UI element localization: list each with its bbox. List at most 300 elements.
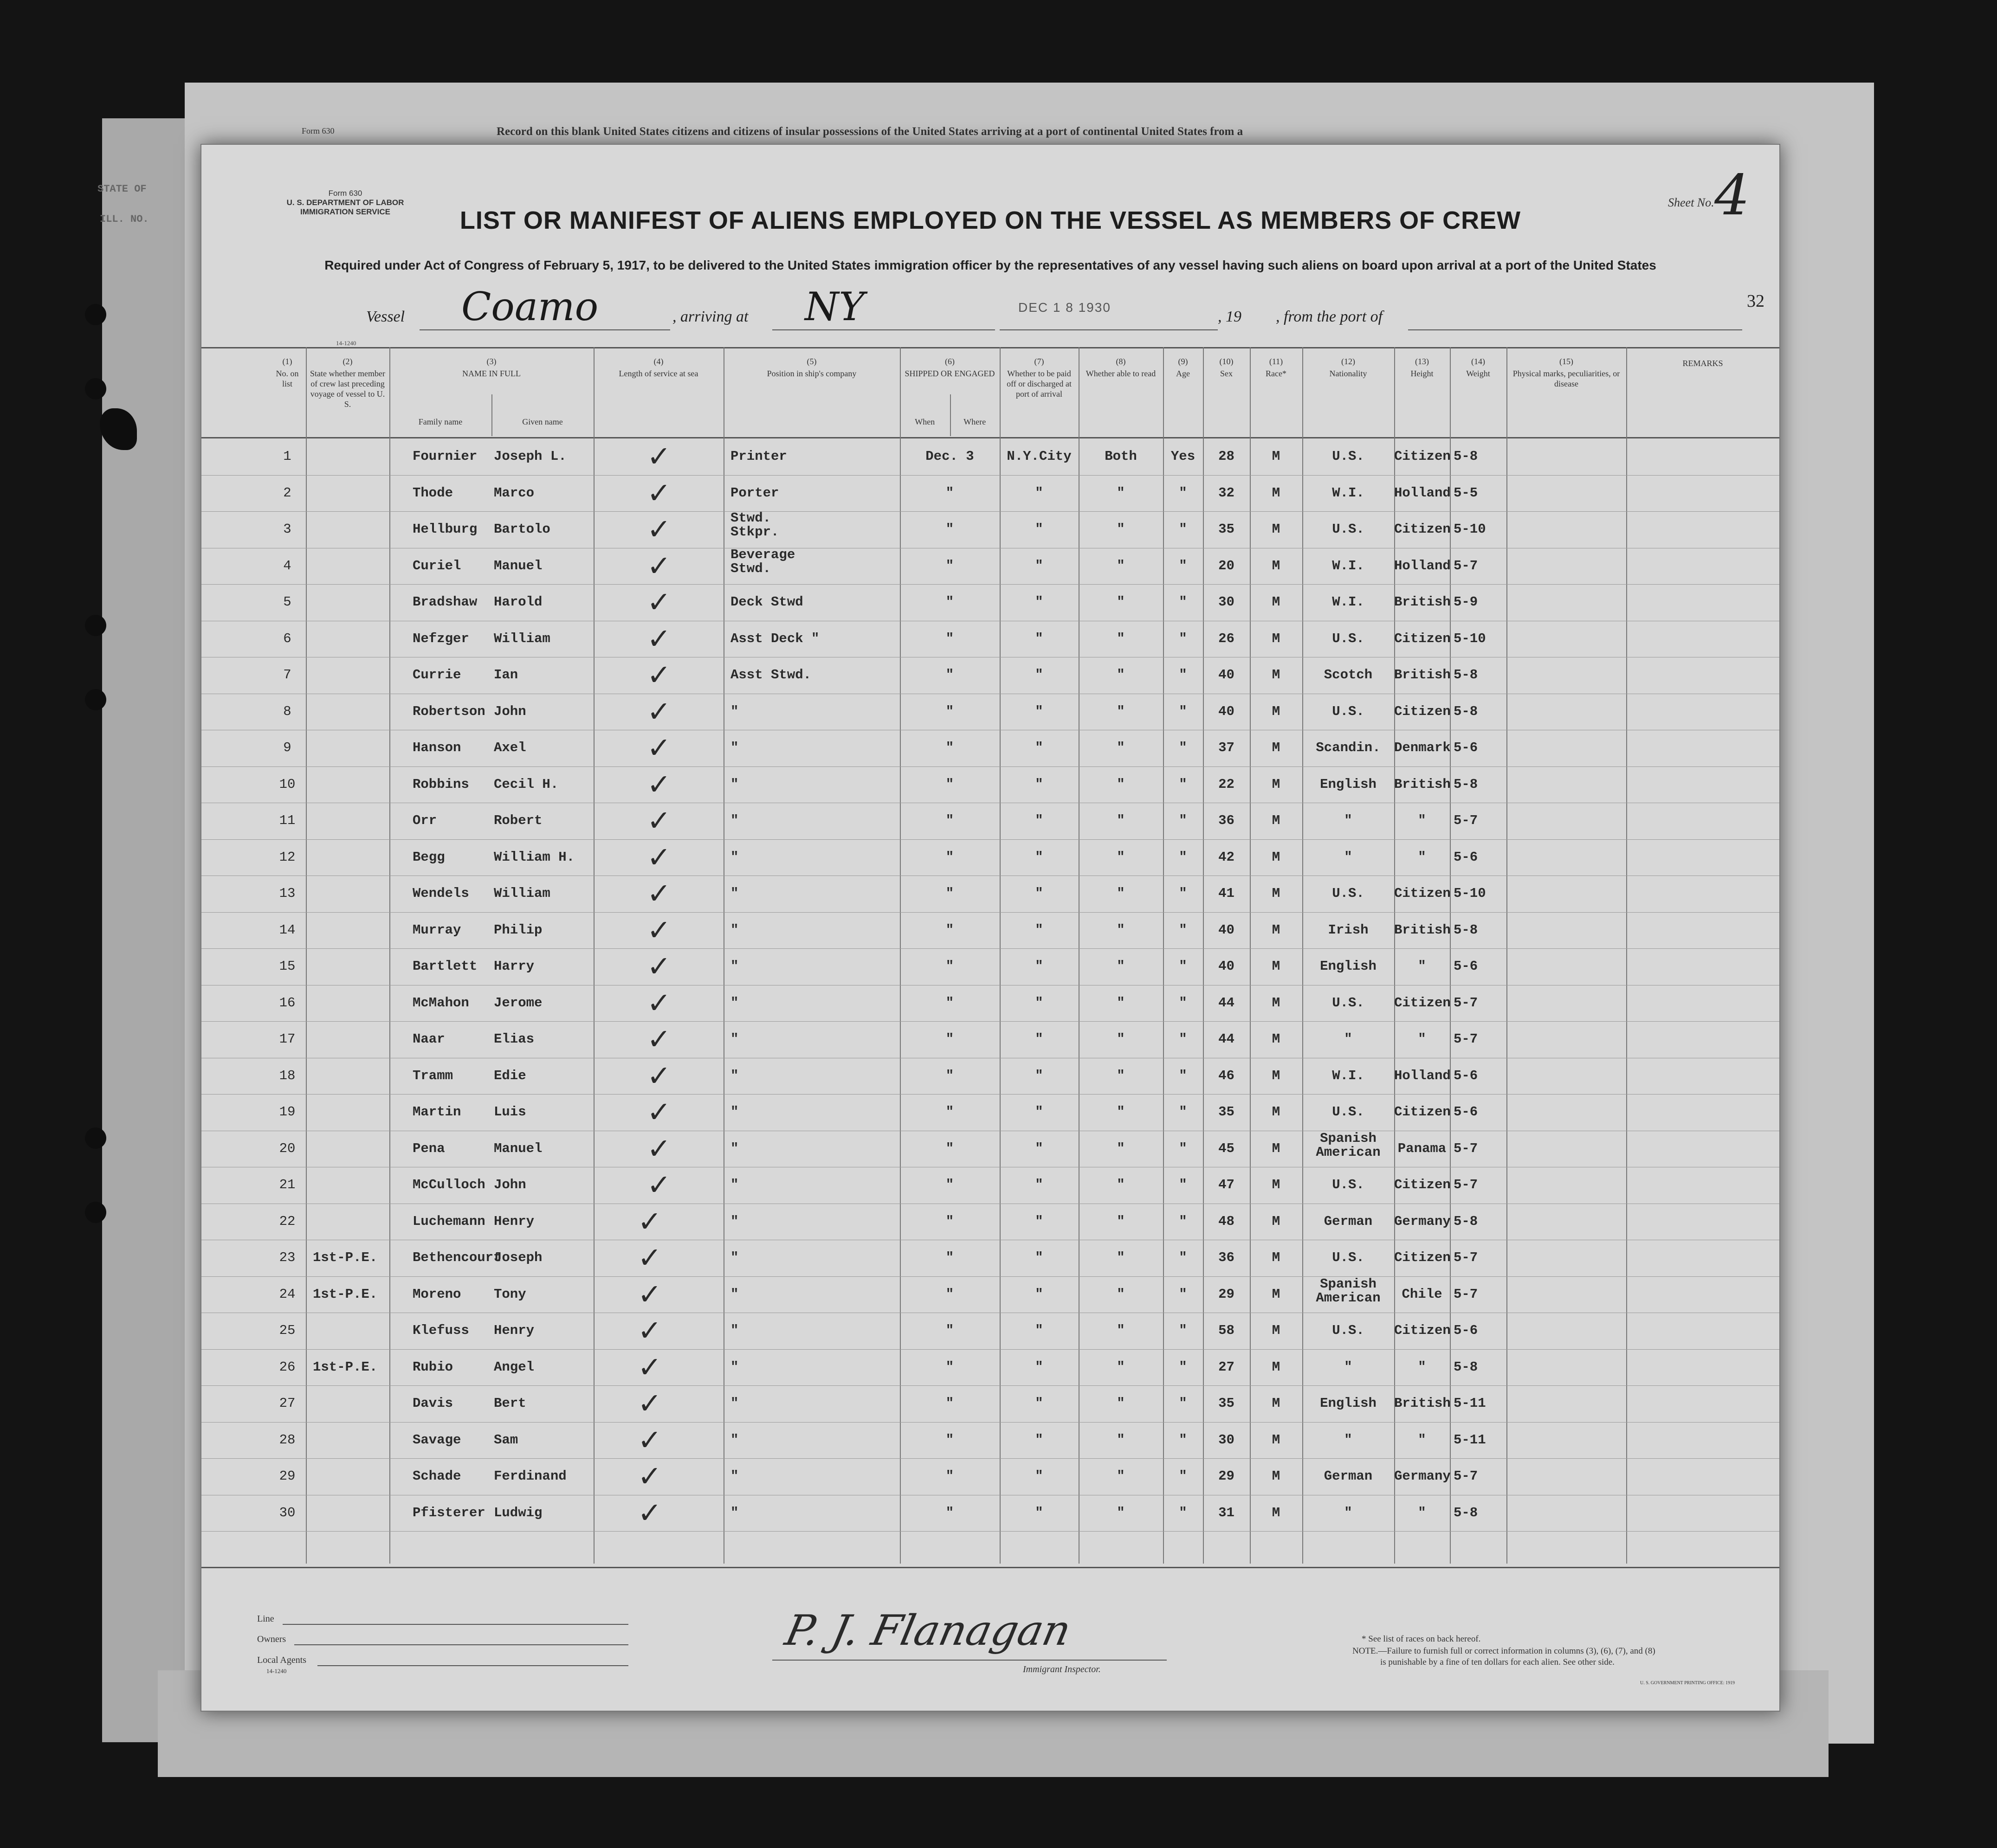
column-header <box>1079 343 1163 436</box>
column-number: (7) <box>1034 357 1044 366</box>
cell-sex: M <box>1272 631 1280 646</box>
cell-paid: " <box>1117 922 1125 938</box>
cell-race: " <box>1344 1031 1352 1047</box>
column-header <box>594 343 724 436</box>
cell-family: Martin <box>413 1104 461 1120</box>
cell-family: Hellburg <box>413 522 478 537</box>
cell-family: Robertson <box>413 703 485 719</box>
cell-race: U.S. <box>1332 1177 1364 1192</box>
cell-where: " <box>1035 1432 1043 1448</box>
column-label: Nationality <box>1329 369 1367 378</box>
cell-where: " <box>1035 1250 1043 1265</box>
cell-given: Henry <box>494 1323 535 1338</box>
cell-height: 5-7 <box>1454 1140 1478 1156</box>
cell-given: Joseph L. <box>494 449 567 464</box>
cell-position: " <box>730 1323 739 1338</box>
check-mark-icon: ✓ <box>647 694 671 728</box>
cell-no: 26 <box>279 1359 296 1375</box>
cell-when: " <box>945 1031 954 1047</box>
manifest-sheet <box>200 144 1780 1712</box>
cell-paid: " <box>1117 995 1125 1011</box>
column-number: (1) <box>282 357 292 366</box>
cell-age: 20 <box>1218 558 1234 573</box>
cell-race: U.S. <box>1332 995 1364 1011</box>
cell-when: " <box>945 959 954 974</box>
cell-nationality: British <box>1394 594 1451 610</box>
cell-nationality: Citizen <box>1394 886 1451 901</box>
cell-family: Fournier <box>413 449 478 464</box>
cell-age: 44 <box>1218 1031 1234 1047</box>
column-header <box>1302 343 1394 436</box>
cell-race: U.S. <box>1332 522 1364 537</box>
column-header <box>269 343 306 436</box>
cell-no: 9 <box>283 740 291 755</box>
cell-where: " <box>1035 1468 1043 1484</box>
owners-field <box>294 1644 628 1645</box>
cell-height: 5-8 <box>1454 667 1478 683</box>
table-row <box>201 1422 1779 1457</box>
column-header <box>1250 343 1302 436</box>
cell-when: " <box>945 1396 954 1411</box>
cell-family: Wendels <box>413 886 469 901</box>
cell-paid: " <box>1117 1140 1125 1156</box>
cell-when: " <box>945 1104 954 1120</box>
cell-given: Manuel <box>494 558 543 573</box>
column-number: (3) <box>486 357 497 366</box>
cell-age: 28 <box>1218 449 1234 464</box>
cell-when: " <box>945 995 954 1011</box>
cell-height: 5-8 <box>1454 449 1478 464</box>
cell-read: " <box>1179 1432 1187 1448</box>
check-mark-icon: ✓ <box>638 1423 662 1457</box>
cell-position: " <box>730 1505 739 1520</box>
cell-nationality: Holland <box>1394 558 1451 573</box>
cell-read: " <box>1179 886 1187 901</box>
cell-nationality: Holland <box>1394 1068 1451 1083</box>
column-number: (8) <box>1116 357 1126 366</box>
column-label: State whether member of crew last preceding voyage of vessel to U. S. <box>310 369 385 409</box>
cell-no: 27 <box>279 1396 296 1411</box>
column-sublabel: Where <box>963 417 986 426</box>
binder-hole <box>85 1127 106 1149</box>
cell-sex: M <box>1272 813 1280 828</box>
races-note: * See list of races on back hereof. <box>1362 1634 1481 1644</box>
cell-where: N.Y.City <box>1007 449 1072 464</box>
cell-height: 5-11 <box>1454 1396 1486 1411</box>
cell-where: " <box>1035 995 1043 1011</box>
cell-given: Marco <box>494 485 535 501</box>
cell-position: " <box>730 995 739 1011</box>
cell-race: W.I. <box>1332 485 1364 501</box>
cell-height: 5-8 <box>1454 1359 1478 1375</box>
cell-where: " <box>1035 1177 1043 1192</box>
cell-no: 2 <box>283 485 291 501</box>
check-mark-icon: ✓ <box>638 1314 662 1347</box>
cell-height: 5-7 <box>1454 1250 1478 1265</box>
cell-position: " <box>730 1250 739 1265</box>
cell-sex: M <box>1272 1396 1280 1411</box>
cell-race: English <box>1320 1396 1377 1411</box>
cell-nationality: Citizen <box>1394 522 1451 537</box>
column-header <box>1394 343 1450 436</box>
cell-position: " <box>730 703 739 719</box>
cell-position: " <box>730 959 739 974</box>
cell-age: 40 <box>1218 959 1234 974</box>
cell-height: 5-7 <box>1454 995 1478 1011</box>
cell-family: Currie <box>413 667 461 683</box>
form-number: Form 630 <box>328 189 362 198</box>
cell-read: " <box>1179 1213 1187 1229</box>
cell-when: Dec. 3 <box>925 449 974 464</box>
arriving-value: NY <box>805 284 865 329</box>
cell-race: " <box>1344 1432 1352 1448</box>
cell-sex: M <box>1272 667 1280 683</box>
cell-paid: " <box>1117 1396 1125 1411</box>
cell-read: " <box>1179 922 1187 938</box>
cell-paid: " <box>1117 1432 1125 1448</box>
check-mark-icon: ✓ <box>647 913 671 947</box>
column-header <box>1450 343 1506 436</box>
cell-paid: " <box>1117 1068 1125 1083</box>
cell-when: " <box>945 886 954 901</box>
cell-nationality: Holland <box>1394 485 1451 501</box>
cell-prev: 1st-P.E. <box>313 1359 378 1375</box>
cell-given: Ian <box>494 667 518 683</box>
cell-family: Naar <box>413 1031 445 1047</box>
cell-family: Pena <box>413 1140 445 1156</box>
cell-family: Orr <box>413 813 437 828</box>
cell-height: 5-6 <box>1454 959 1478 974</box>
cell-height: 5-8 <box>1454 1505 1478 1520</box>
cell-race: " <box>1344 813 1352 828</box>
cell-nationality: " <box>1418 959 1426 974</box>
cell-paid: " <box>1117 1031 1125 1047</box>
cell-when: " <box>945 631 954 646</box>
cell-paid: " <box>1117 1505 1125 1520</box>
form-code-small: 14-1240 <box>336 340 356 347</box>
cell-age: 40 <box>1218 667 1234 683</box>
cell-age: 44 <box>1218 995 1234 1011</box>
cell-nationality: Citizen <box>1394 1250 1451 1265</box>
cell-given: Ludwig <box>494 1505 543 1520</box>
cell-no: 11 <box>279 813 296 828</box>
line-label: Line <box>257 1614 274 1624</box>
cell-height: 5-10 <box>1454 886 1486 901</box>
cell-position: " <box>730 922 739 938</box>
cell-age: 48 <box>1218 1213 1234 1229</box>
cell-race: Spanish American <box>1316 1276 1381 1306</box>
footer-top-border <box>201 1567 1779 1568</box>
check-mark-icon: ✓ <box>638 1350 662 1384</box>
cell-when: " <box>945 703 954 719</box>
cell-given: Axel <box>494 740 526 755</box>
cell-family: Curiel <box>413 558 461 573</box>
cell-position: Printer <box>730 449 787 464</box>
cell-given: William <box>494 631 550 646</box>
cell-when: " <box>945 922 954 938</box>
column-number: (5) <box>807 357 817 366</box>
cell-family: Nefzger <box>413 631 469 646</box>
cell-sex: M <box>1272 1359 1280 1375</box>
cell-race: U.S. <box>1332 631 1364 646</box>
table-row <box>201 730 1779 765</box>
cell-where: " <box>1035 631 1043 646</box>
cell-family: Thode <box>413 485 453 501</box>
column-label: No. on list <box>276 369 299 388</box>
cell-position: Stwd. Stkpr. <box>730 510 779 540</box>
cell-where: " <box>1035 703 1043 719</box>
row-divider <box>201 1531 1779 1532</box>
cell-when: " <box>945 485 954 501</box>
cell-paid: " <box>1117 1359 1125 1375</box>
page-number: 32 <box>1747 291 1764 311</box>
cell-no: 25 <box>279 1323 296 1338</box>
cell-read: " <box>1179 703 1187 719</box>
cell-paid: " <box>1117 849 1125 865</box>
column-label: Weight <box>1466 369 1490 378</box>
cell-sex: M <box>1272 1177 1280 1192</box>
signature-line <box>772 1660 1167 1661</box>
cell-no: 23 <box>279 1250 296 1265</box>
table-row <box>201 766 1779 802</box>
cell-given: William <box>494 886 550 901</box>
column-label: Race* <box>1266 369 1286 378</box>
check-mark-icon: ✓ <box>647 731 671 765</box>
cell-nationality: British <box>1394 667 1451 683</box>
cell-read: " <box>1179 959 1187 974</box>
table-row <box>201 584 1779 619</box>
column-sublabel: Given name <box>522 417 563 426</box>
table-row <box>201 694 1779 729</box>
column-number: (10) <box>1219 357 1234 366</box>
cell-no: 10 <box>279 776 296 792</box>
underlying-record-text: Record on this blank United States citizens and citizens of insular possessions of the United States arriving at a port of continental United States from a <box>497 125 1243 138</box>
cell-no: 29 <box>279 1468 296 1484</box>
column-number: (15) <box>1559 357 1573 366</box>
column-label: Whether to be paid off or discharged at port of arrival <box>1007 369 1072 399</box>
cell-race: W.I. <box>1332 594 1364 610</box>
check-mark-icon: ✓ <box>647 439 671 473</box>
cell-read: " <box>1179 1250 1187 1265</box>
cell-family: Robbins <box>413 776 469 792</box>
cell-position: Deck Stwd <box>730 594 803 610</box>
cell-race: U.S. <box>1332 1104 1364 1120</box>
cell-nationality: Citizen <box>1394 1104 1451 1120</box>
cell-family: Murray <box>413 922 461 938</box>
cell-age: 36 <box>1218 1250 1234 1265</box>
column-number: (12) <box>1341 357 1355 366</box>
subcolumn-divider <box>950 394 951 436</box>
cell-nationality: " <box>1418 1359 1426 1375</box>
cell-sex: M <box>1272 1250 1280 1265</box>
cell-age: 47 <box>1218 1177 1234 1192</box>
cell-given: Robert <box>494 813 543 828</box>
cell-no: 28 <box>279 1432 296 1448</box>
cell-given: John <box>494 1177 526 1192</box>
cell-where: " <box>1035 1359 1043 1375</box>
table-row <box>201 948 1779 984</box>
cell-nationality: Chile <box>1402 1286 1442 1302</box>
cell-paid: Both <box>1105 449 1137 464</box>
cell-race: Scotch <box>1324 667 1373 683</box>
owners-label: Owners <box>257 1634 286 1644</box>
cell-position: " <box>730 886 739 901</box>
cell-given: Cecil H. <box>494 776 559 792</box>
cell-family: Tramm <box>413 1068 453 1083</box>
cell-age: 26 <box>1218 631 1234 646</box>
cell-no: 17 <box>279 1031 296 1047</box>
check-mark-icon: ✓ <box>647 1168 671 1202</box>
table-row <box>201 438 1779 474</box>
date-underline <box>1000 329 1218 330</box>
check-mark-icon: ✓ <box>647 512 671 546</box>
cell-where: " <box>1035 1213 1043 1229</box>
table-row <box>201 475 1779 510</box>
sheet-number-value: 4 <box>1714 163 1750 228</box>
column-label: Height <box>1410 369 1434 378</box>
cell-sex: M <box>1272 849 1280 865</box>
cell-when: " <box>945 1359 954 1375</box>
check-mark-icon: ✓ <box>638 1386 662 1420</box>
cell-paid: " <box>1117 1286 1125 1302</box>
column-number: (4) <box>653 357 664 366</box>
page-title: LIST OR MANIFEST OF ALIENS EMPLOYED ON THE VESSEL AS MEMBERS OF CREW <box>459 206 1521 234</box>
column-label: SHIPPED OR ENGAGED <box>905 369 995 378</box>
vessel-value: Coamo <box>461 284 599 329</box>
table-row <box>201 1458 1779 1494</box>
check-mark-icon: ✓ <box>647 1022 671 1056</box>
cell-height: 5-8 <box>1454 703 1478 719</box>
cell-age: 45 <box>1218 1140 1234 1156</box>
cell-age: 46 <box>1218 1068 1234 1083</box>
check-mark-icon: ✓ <box>647 548 671 583</box>
table-row <box>201 839 1779 875</box>
cell-nationality: Panama <box>1397 1140 1447 1156</box>
cell-family: Hanson <box>413 740 461 755</box>
cell-position: " <box>730 1468 739 1484</box>
cell-where: " <box>1035 667 1043 683</box>
cell-when: " <box>945 1468 954 1484</box>
cell-position: " <box>730 1359 739 1375</box>
check-mark-icon: ✓ <box>647 949 671 983</box>
cell-race: English <box>1320 776 1377 792</box>
cell-age: 37 <box>1218 740 1234 755</box>
cell-no: 19 <box>279 1104 296 1120</box>
cell-nationality: " <box>1418 1432 1426 1448</box>
cell-where: " <box>1035 740 1043 755</box>
cell-sex: M <box>1272 558 1280 573</box>
cell-position: Asst Stwd. <box>730 667 812 683</box>
check-mark-icon: ✓ <box>638 1495 662 1530</box>
column-number: (9) <box>1178 357 1188 366</box>
table-row <box>201 1167 1779 1202</box>
cell-sex: M <box>1272 1323 1280 1338</box>
table-row <box>201 1058 1779 1093</box>
cell-race: German <box>1324 1213 1373 1229</box>
column-number: (2) <box>343 357 353 366</box>
cell-sex: M <box>1272 959 1280 974</box>
cell-height: 5-10 <box>1454 631 1486 646</box>
cell-no: 16 <box>279 995 296 1011</box>
cell-where: " <box>1035 922 1043 938</box>
cell-read: Yes <box>1170 449 1196 464</box>
cell-sex: M <box>1272 1468 1280 1484</box>
cell-position: " <box>730 1286 739 1302</box>
cell-given: Harry <box>494 959 535 974</box>
penalty-note-2: is punishable by a fine of ten dollars for each alien. See other side. <box>1380 1657 1615 1667</box>
table-row <box>201 1094 1779 1129</box>
cell-paid: " <box>1117 522 1125 537</box>
cell-when: " <box>945 1213 954 1229</box>
cell-no: 14 <box>279 922 296 938</box>
cell-given: Tony <box>494 1286 526 1302</box>
cell-given: Philip <box>494 922 543 938</box>
cell-age: 40 <box>1218 703 1234 719</box>
cell-age: 32 <box>1218 485 1234 501</box>
cell-race: " <box>1344 1505 1352 1520</box>
cell-where: " <box>1035 594 1043 610</box>
cell-nationality: " <box>1418 849 1426 865</box>
cell-sex: M <box>1272 1140 1280 1156</box>
table-row <box>201 621 1779 656</box>
cell-sex: M <box>1272 922 1280 938</box>
cell-race: U.S. <box>1332 886 1364 901</box>
cell-age: 42 <box>1218 849 1234 865</box>
cell-nationality: British <box>1394 922 1451 938</box>
cell-read: " <box>1179 1323 1187 1338</box>
cell-no: 6 <box>283 631 291 646</box>
cell-read: " <box>1179 1104 1187 1120</box>
cell-where: " <box>1035 776 1043 792</box>
cell-sex: M <box>1272 1286 1280 1302</box>
cell-paid: " <box>1117 813 1125 828</box>
cell-read: " <box>1179 631 1187 646</box>
page-subtitle: Required under Act of Congress of February 5, 1917, to be delivered to the United States immigration officer by the representatives of any vessel having such aliens on board upon arrival at a port of the United States <box>324 258 1656 272</box>
check-mark-icon: ✓ <box>638 1277 662 1311</box>
cell-read: " <box>1179 558 1187 573</box>
cell-race: English <box>1320 959 1377 974</box>
check-mark-icon: ✓ <box>638 1459 662 1493</box>
cell-when: " <box>945 1177 954 1192</box>
cell-height: 5-7 <box>1454 1031 1478 1047</box>
cell-height: 5-6 <box>1454 1068 1478 1083</box>
cell-position: " <box>730 1031 739 1047</box>
cell-given: Joseph <box>494 1250 543 1265</box>
cell-where: " <box>1035 959 1043 974</box>
cell-family: Pfisterer <box>413 1505 485 1520</box>
column-header <box>389 343 594 436</box>
cell-family: Schade <box>413 1468 461 1484</box>
column-number: (13) <box>1415 357 1429 366</box>
cell-read: " <box>1179 1068 1187 1083</box>
cell-when: " <box>945 1068 954 1083</box>
check-mark-icon: ✓ <box>647 658 671 692</box>
cell-where: " <box>1035 813 1043 828</box>
arriving-label: , arriving at <box>672 308 749 325</box>
cell-where: " <box>1035 1286 1043 1302</box>
cell-height: 5-6 <box>1454 1323 1478 1338</box>
column-header <box>306 343 389 436</box>
cell-sex: M <box>1272 594 1280 610</box>
cell-no: 5 <box>283 594 291 610</box>
cell-sex: M <box>1272 1068 1280 1083</box>
cell-nationality: British <box>1394 1396 1451 1411</box>
underlying-form-label: Form 630 <box>302 126 335 135</box>
cell-paid: " <box>1117 1468 1125 1484</box>
cell-race: Irish <box>1328 922 1369 938</box>
cell-height: 5-8 <box>1454 922 1478 938</box>
cell-family: Davis <box>413 1396 453 1411</box>
